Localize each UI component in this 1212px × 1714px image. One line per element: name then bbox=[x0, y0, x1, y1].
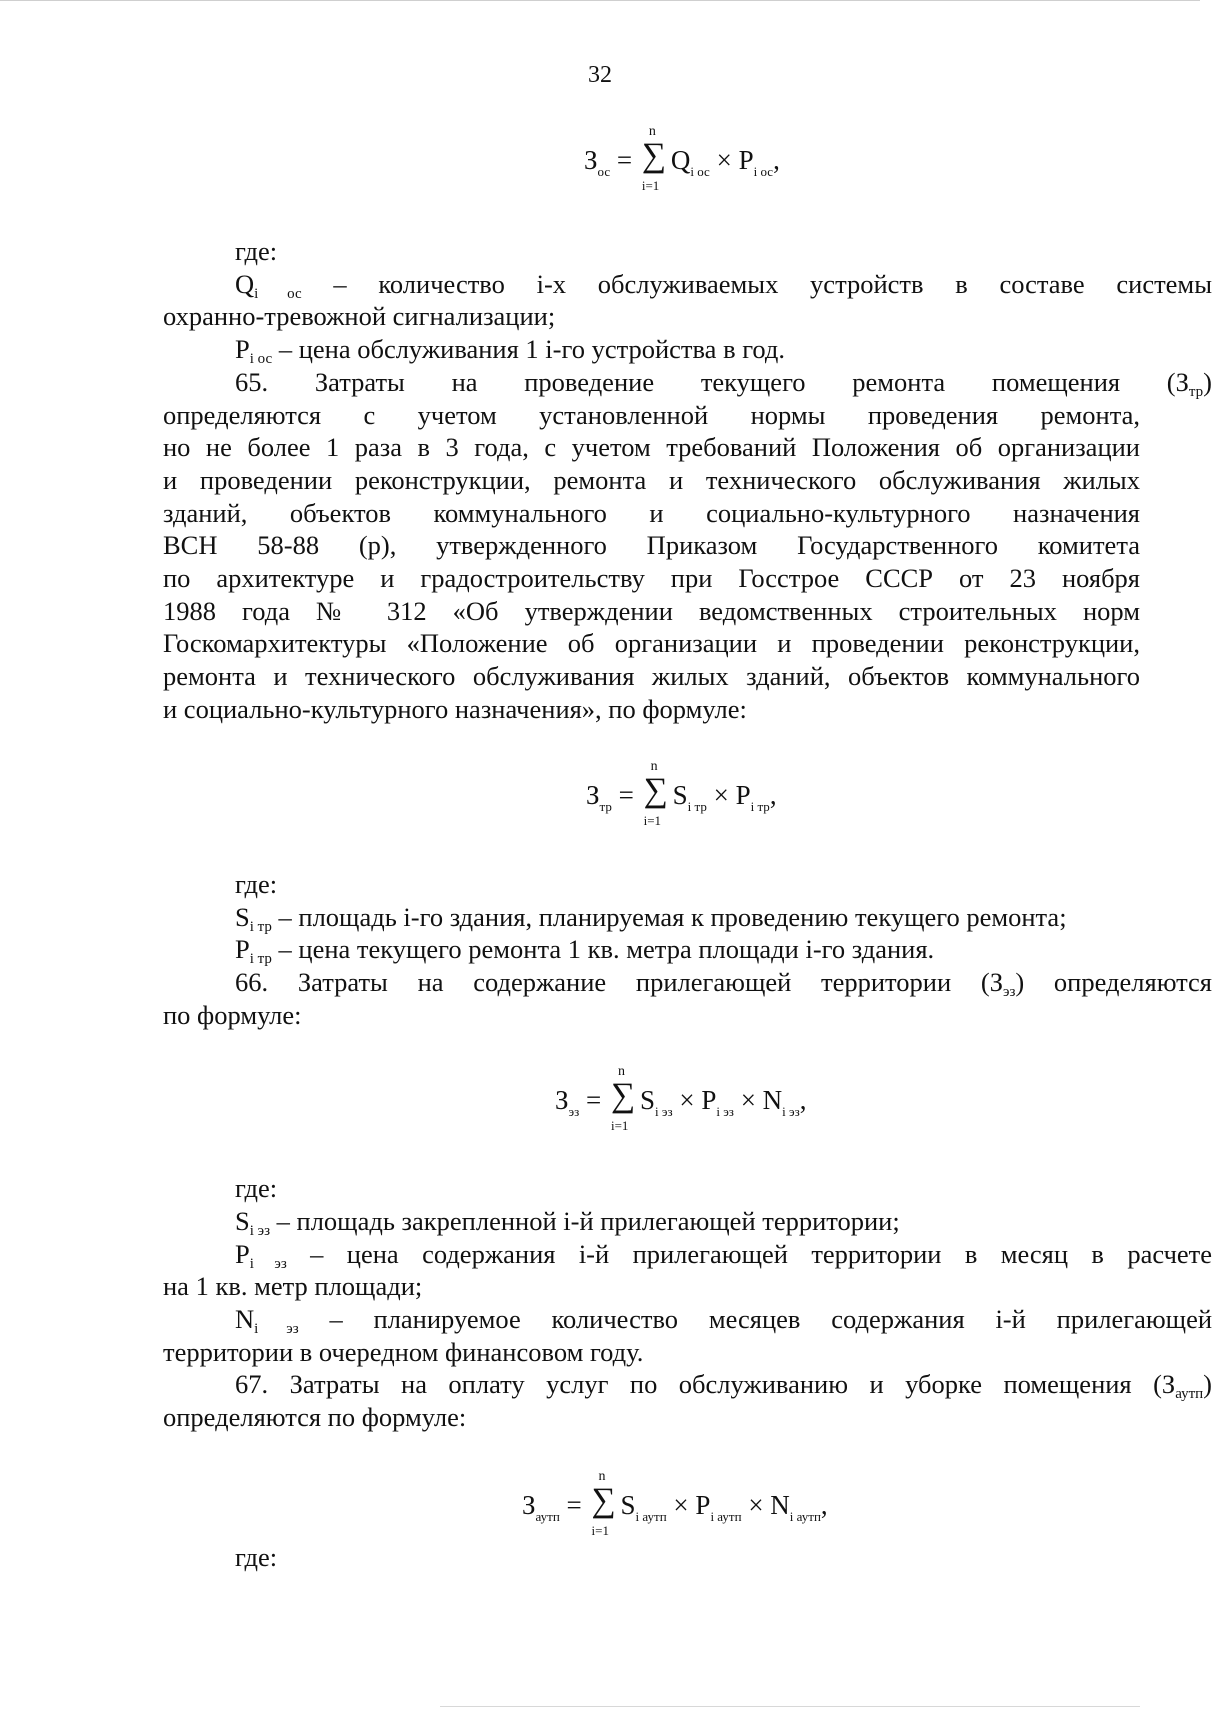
text-line: охранно-тревожной сигнализации; bbox=[163, 301, 556, 331]
page-top-edge bbox=[0, 0, 1200, 1]
paragraph-65-start: 65. Затраты на проведение текущего ремонта помещения $(З_{тр})$ bbox=[235, 367, 1212, 400]
text-line: и проведении реконструкции, ремонта и технического обслуживания жилых bbox=[163, 465, 1140, 495]
definition-n-iez: $N_{i эз}$ – планируемое количество месяцев содержания i-й прилегающей bbox=[235, 1304, 1212, 1337]
definition-s-itr: $S_{i тр}$ – площадь i-го здания, планируемая к проведению текущего ремонта; bbox=[235, 902, 1067, 935]
where-label: где: bbox=[235, 236, 278, 266]
text-line: по формуле: bbox=[163, 1000, 302, 1030]
sum-symbol: ∑ n i=1 bbox=[591, 1469, 616, 1538]
sum-symbol: ∑ n i=1 bbox=[643, 759, 668, 828]
text-line: Госкомархитектуры «Положение об организации и проведении реконструкции, bbox=[163, 628, 1140, 658]
definition-s-iez: $S_{i эз}$ – площадь закрепленной i-й прилегающей территории; bbox=[235, 1206, 900, 1239]
definition-q-ios: $Q_{i ос}$ – количество i-х обслуживаемых устройств в составе системы bbox=[235, 269, 1212, 302]
text-line: но не более 1 раза в 3 года, с учетом требований Положения об организации bbox=[163, 432, 1140, 462]
definition-p-itr: $P_{i тр}$ – цена текущего ремонта 1 кв. метра площади i-го здания. bbox=[235, 934, 935, 967]
text-line: зданий, объектов коммунального и социально-культурного назначения bbox=[163, 498, 1140, 528]
text-line: определяются по формуле: bbox=[163, 1402, 467, 1432]
text-line: определяются с учетом установленной нормы проведения ремонта, bbox=[163, 400, 1140, 430]
text-line: на 1 кв. метр площади; bbox=[163, 1271, 423, 1301]
formula-current-repair: $З_{тр}$ = ∑ n i=1 $S_{i тр} \times P_{i тр}$, bbox=[586, 759, 777, 828]
paragraph-66-start: 66. Затраты на содержание прилегающей территории $(З_{эз})$ определяются bbox=[235, 967, 1212, 1000]
sum-symbol: ∑ n i=1 bbox=[641, 124, 667, 193]
text-line: по архитектуре и градостроительству при Госстрое СССР от 23 ноября bbox=[163, 563, 1140, 593]
text-line: и социально-культурного назначения», по формуле: bbox=[163, 694, 747, 724]
sum-symbol: ∑ n i=1 bbox=[610, 1064, 636, 1133]
formula-territory: $З_{эз}$ = ∑ n i=1 $S_{i эз} \times P_{i эз} \times N_{i эз}$, bbox=[555, 1064, 807, 1133]
text-line: 1988 года № 312 «Об утверждении ведомственных строительных норм bbox=[163, 596, 1140, 626]
formula-security-maintenance: $З_{ос}$ = ∑ n i=1 $Q_{i ос} \times P_{i ос}$, bbox=[584, 124, 780, 193]
paragraph-67-start: 67. Затраты на оплату услуг по обслуживанию и уборке помещения $(З_{аутп})$ bbox=[235, 1369, 1212, 1402]
where-label: где: bbox=[235, 1173, 278, 1203]
text-line: территории в очередном финансовом году. bbox=[163, 1337, 644, 1367]
text-line: ремонта и технического обслуживания жилых зданий, объектов коммунального bbox=[163, 661, 1140, 691]
definition-p-ios: $P_{i ос}$ – цена обслуживания 1 i-го устройства в год. bbox=[235, 334, 786, 367]
formula-cleaning: $З_{аутп}$ = ∑ n i=1 $S_{i аутп} \times P_{i аутп} \times N_{i аутп}$, bbox=[522, 1469, 828, 1538]
where-label: где: bbox=[235, 869, 278, 899]
text-line: ВСН 58-88 (р), утвержденного Приказом Государственного комитета bbox=[163, 530, 1140, 560]
definition-p-iez: $P_{i эз}$ – цена содержания i-й прилегающей территории в месяц в расчете bbox=[235, 1239, 1212, 1272]
where-label: где: bbox=[235, 1542, 278, 1572]
page-number: 32 bbox=[588, 62, 612, 88]
page-bottom-edge bbox=[440, 1706, 1140, 1707]
